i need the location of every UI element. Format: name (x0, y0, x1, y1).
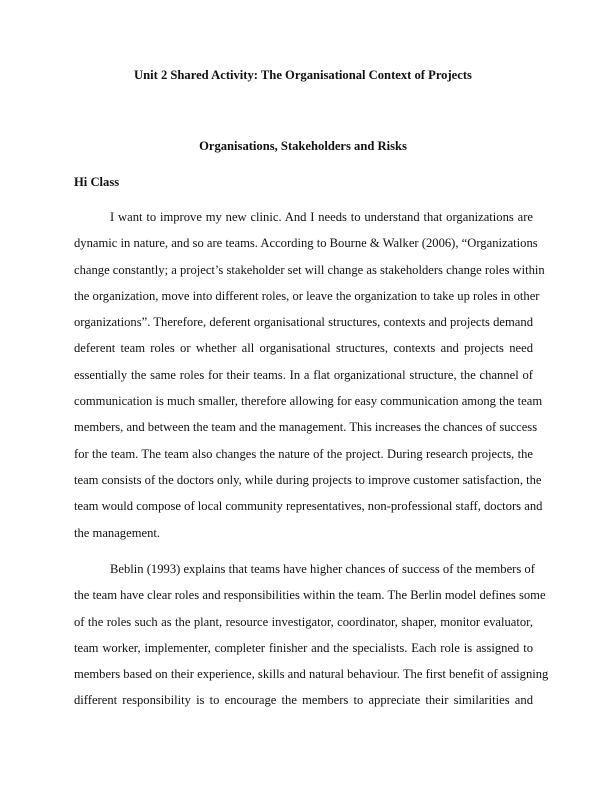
text-line: communication is much smaller, therefore allowing for easy communication among the team (74, 394, 543, 409)
text-line: change constantly; a project’s stakeholder set will change as stakeholders change roles within (74, 262, 545, 277)
text-line: the management. (74, 525, 161, 540)
text-line: the organization, move into different roles, or leave the organization to take up roles in other (74, 288, 540, 303)
text-line: team consists of the doctors only, while during projects to improve customer satisfaction, the (74, 472, 542, 487)
text-line: members, and between the team and the management. This increases the chances of success (74, 420, 538, 435)
document-title: Unit 2 Shared Activity: The Organisational Context of Projects (134, 68, 472, 82)
text-line: team would compose of local community representatives, non-professional staff, doctors and (74, 499, 543, 514)
text-line: organizations”. Therefore, deferent organisational structures, contexts and projects demand (74, 315, 533, 330)
greeting: Hi Class (74, 175, 120, 189)
text-line: I want to improve my new clinic. And I needs to understand that organizations are (110, 210, 533, 224)
text-line: members based on their experience, skills and natural behaviour. The first benefit of assigning (74, 667, 549, 682)
text-line: essentially the same roles for their teams. In a flat organizational structure, the channel of (74, 367, 533, 382)
text-line: team worker, implementer, completer finisher and the specialists. Each role is assigned to (74, 640, 533, 655)
text-line: the team have clear roles and responsibilities within the team. The Berlin model defines some (74, 588, 546, 603)
text-line: different responsibility is to encourage the members to appreciate their similarities and (74, 693, 533, 708)
text-line: dynamic in nature, and so are teams. According to Bourne & Walker (2006), “Organizations (74, 236, 538, 251)
paragraph-1 (74, 209, 545, 551)
text-line: deferent team roles or whether all organisational structures, contexts and projects need (74, 341, 533, 356)
text-line: Beblin (1993) explains that teams have higher chances of success of the members of (110, 562, 535, 576)
text-line: for the team. The team also changes the nature of the project. During research projects, the (74, 446, 533, 461)
paragraph-2 (74, 561, 549, 719)
text-line: of the roles such as the plant, resource investigator, coordinator, shaper, monitor evaluator, (74, 614, 533, 629)
section-heading: Organisations, Stakeholders and Risks (199, 139, 407, 153)
